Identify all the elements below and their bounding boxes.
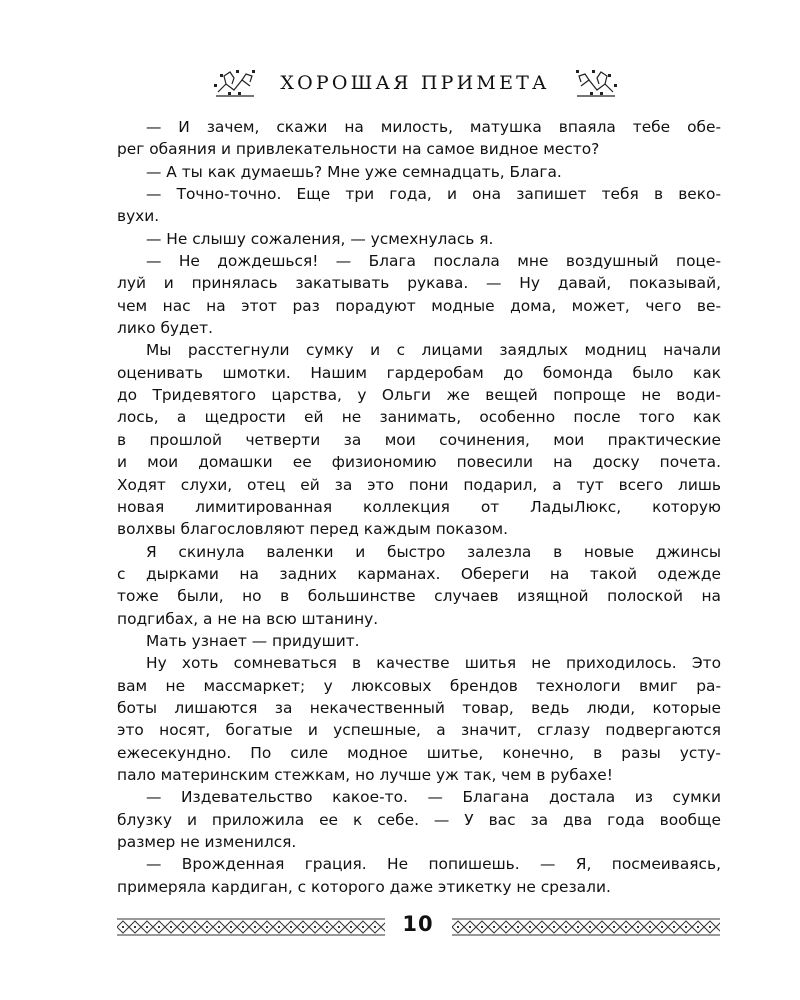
text-line: волхвы благословляют перед каждым показом. bbox=[117, 520, 509, 539]
text-line: — Врожденная грация. Не попишешь. — Я, посмеиваясь, bbox=[146, 855, 721, 874]
folk-bird-ornament-icon bbox=[573, 66, 619, 100]
body-text bbox=[117, 116, 721, 898]
text-line: — А ты как думаешь? Мне уже семнадцать, Блага. bbox=[146, 162, 562, 181]
text-line: Ходят слухи, отец ей за это пони подарил, а тут всего лишь bbox=[117, 475, 721, 494]
text-line: — Точно-точно. Еще три года, и она запишет тебя в веко- bbox=[146, 185, 721, 204]
page-footer bbox=[0, 912, 800, 942]
text-line: вам не массмаркет; у люксовых брендов технологи вмиг ра- bbox=[117, 676, 721, 695]
text-line: Я скинула валенки и быстро залезла в новые джинсы bbox=[146, 542, 721, 561]
text-line: оценивать шмотки. Нашим гардеробам до бомонда было как bbox=[117, 363, 721, 382]
page-number: 10 bbox=[402, 912, 434, 936]
text-line: Мы расстегнули сумку и с лицами заядлых модниц начали bbox=[146, 341, 721, 360]
text-line: — И зачем, скажи на милость, матушка впаяла тебе обе- bbox=[146, 118, 721, 136]
text-line: — Издевательство какое-то. — Благана достала из сумки bbox=[146, 788, 721, 807]
text-line: подгибах, а не на всю штанину. bbox=[117, 609, 379, 628]
text-line: пало материнским стежкам, но лучше уж так, чем в рубахе! bbox=[117, 765, 613, 784]
text-line: чем нас на этот раз порадуют модные дома, может, чего ве- bbox=[117, 296, 721, 315]
text-line: рег обаяния и привлекательности на самое видное место? bbox=[117, 140, 600, 159]
text-line: луй и принялась закатывать рукава. — Ну давай, показывай, bbox=[117, 274, 721, 293]
text-line: Мать узнает — придушит. bbox=[146, 631, 360, 650]
text-line: в прошлой четверти за мои сочинения, мои практические bbox=[117, 430, 721, 449]
text-line: вухи. bbox=[117, 207, 160, 226]
page-header bbox=[0, 64, 800, 104]
text-line: тоже были, но в большинстве случаев изящной полоской на bbox=[117, 587, 721, 606]
text-line: примеряла кардиган, с которого даже этикетку не срезали. bbox=[117, 877, 611, 896]
text-line: боты лишаются за некачественный товар, ведь люди, которые bbox=[117, 698, 721, 717]
folk-border-ornament-icon bbox=[452, 918, 720, 936]
text-line: новая лимитированная коллекция от ЛадыЛюкс, которую bbox=[117, 497, 721, 516]
text-line: это носят, богатые и успешные, а значит, сглазу подвергаются bbox=[117, 721, 721, 740]
text-line: лось, а щедрости ей не занимать, особенно после того как bbox=[117, 408, 721, 427]
text-line: размер не изменился. bbox=[117, 833, 297, 851]
text-line: и мои домашки ее физиономию повесили на доску почета. bbox=[117, 453, 721, 472]
text-line: лико будет. bbox=[117, 319, 214, 338]
text-line: — Не дождешься! — Блага послала мне воздушный поце- bbox=[146, 252, 721, 271]
text-line: до Тридевятого царства, у Ольги же вещей попроще не води- bbox=[117, 386, 721, 405]
text-line: — Не слышу сожаления, — усмехнулась я. bbox=[146, 229, 494, 248]
folk-bird-ornament-icon bbox=[212, 66, 258, 100]
text-line: с дырками на задних карманах. Обереги на такой одежде bbox=[117, 564, 721, 583]
text-line: Ну хоть сомневаться в качестве шитья не приходилось. Это bbox=[146, 654, 721, 673]
running-title: ХОРОШАЯ ПРИМЕТА bbox=[280, 72, 550, 94]
folk-border-ornament-icon bbox=[117, 918, 385, 936]
text-line: ежесекундно. По силе модное шитье, конечно, в разы усту- bbox=[117, 743, 721, 762]
text-line: блузку и приложила ее к себе. — У вас за два года вообще bbox=[117, 810, 721, 829]
